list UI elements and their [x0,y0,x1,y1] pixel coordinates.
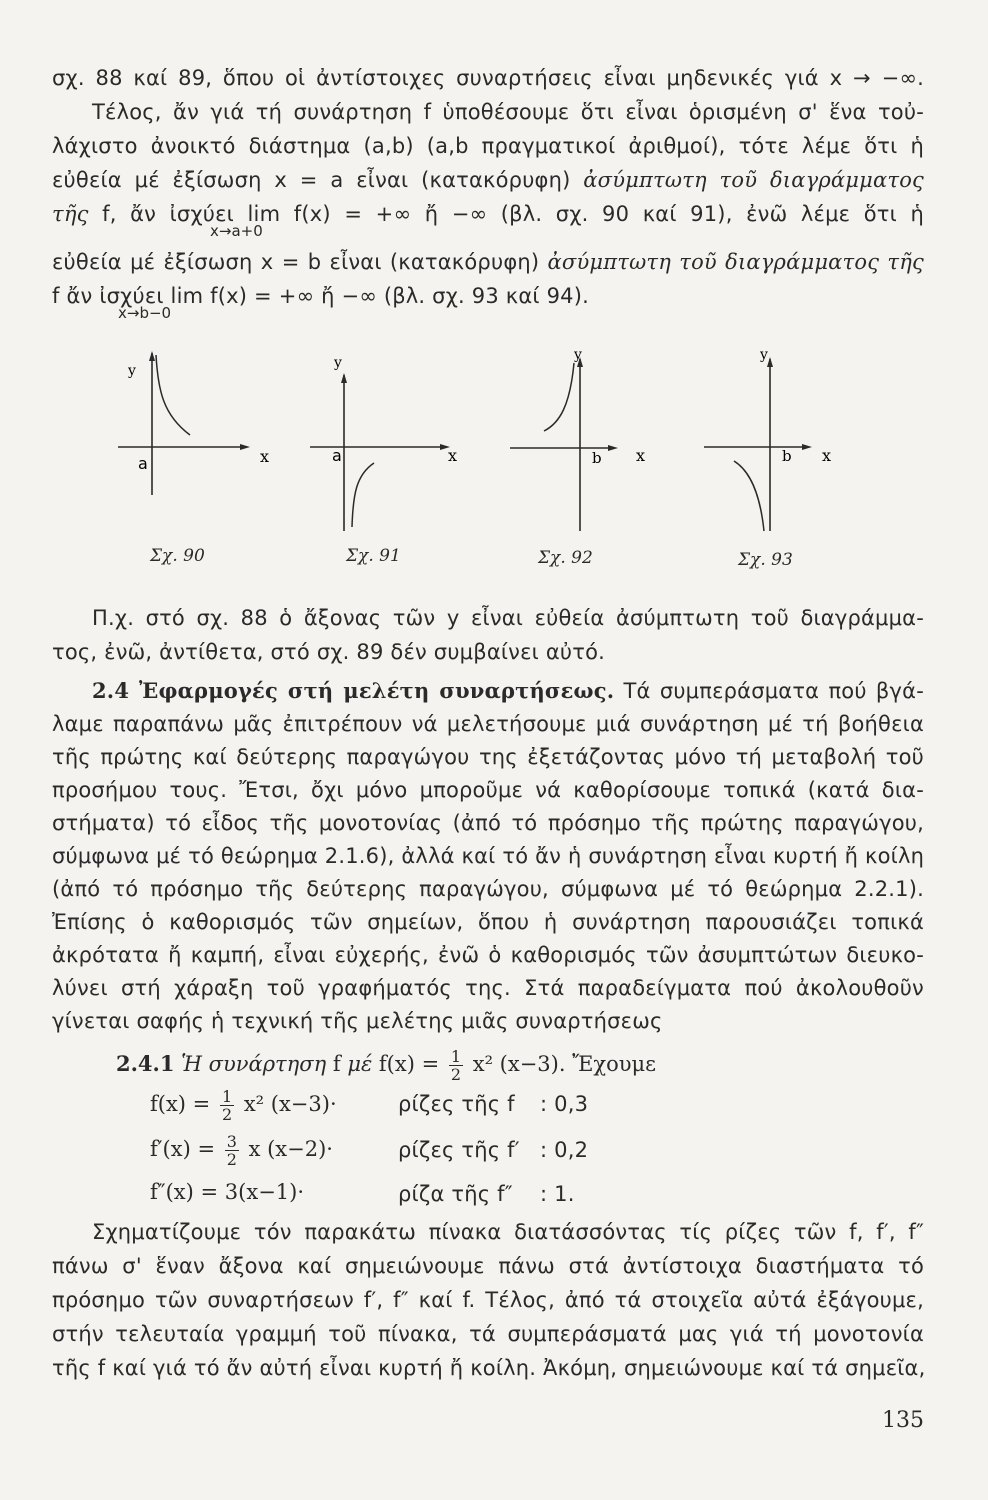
fraction-denominator: 2 [450,1065,462,1084]
fraction-numerator: 3 [226,1132,237,1151]
fraction [225,1133,239,1168]
equation-f-prime [150,1133,333,1168]
text-line: Π.χ. στό σχ. 88 ὁ ἄξονας τῶν y εἶναι εὐθεία ἀσύμπτωτη τοῦ διαγράμμα- [92,606,924,630]
figure-91-graph [308,345,488,535]
text-line [52,166,924,194]
x-label: x [448,446,458,465]
text-line: σχ. 88 καί 89, ὅπου οἱ ἀντίστοιχες συναρτήσεις εἶναι μηδενικές γιά x → −∞. [52,66,924,90]
text-span: x² (x−3). Ἔχουμε [466,1052,657,1076]
figure-90-graph [118,345,298,515]
text-line: λαμε παραπάνω μᾶς ἐπιτρέπουν νά μελετήσουμε μιά συνάρτηση μέ τή βοήθεια [52,712,924,736]
x-label: x [636,446,646,465]
text-span: f(x) = [372,1052,446,1076]
equation-rhs: x (x−2)· [241,1137,333,1161]
figure-caption: Σχ. 91 [346,546,401,566]
figure-caption: Σχ. 92 [538,548,593,568]
italic-term: ἀσύμπτωτη τοῦ διαγράμματος τῆς [547,250,924,274]
text-line: τῆς f καί γιά τό ἄν αὐτή εἶναι κυρτή ἤ κοίλη. Ἀκόμη, σημειώνουμε καί τά σημεῖα, [52,1356,926,1380]
figure-92 [510,345,690,535]
fraction-denominator: 2 [226,1150,237,1169]
text-line: (ἀπό τό πρόσημο τῆς δεύτερης παραγώγου, σύμφωνα μέ τό θεώρημα 2.2.1). [52,877,924,901]
text-line: ἀκρότατα ἤ καμπή, εἶναι εὐχερής, ἐνῶ ὁ καθορισμός τῶν ἀσυμπτώτων διευκο- [52,943,924,967]
y-axis-arrow [341,373,347,383]
x-label: x [822,446,832,465]
italic-term: τῆς [52,202,89,226]
point-label: b [782,447,792,465]
equation-lhs: f″(x) = 3(x−1)· [150,1180,305,1204]
page-number: 135 [882,1408,924,1433]
italic-term: ἀσύμπτωτη τοῦ διαγράμματος [583,168,924,192]
text-line [52,248,924,276]
text-span: f [326,1052,348,1076]
y-axis-arrow [149,351,155,361]
figure-93-graph [700,345,880,535]
figure-91 [308,345,488,535]
text-line: Τέλος, ἄν γιά τή συνάρτηση f ὑποθέσουμε ὅτι εἶναι ὁρισμένη σ' ἕνα τοὐ- [92,100,924,124]
text-line: σύμφωνα μέ τό θεώρημα 2.1.6), ἀλλά καί τό ἄν ἡ συνάρτηση εἶναι κυρτή ἤ κοίλη [52,844,925,868]
equation-lhs: f(x) = [150,1092,217,1116]
equation-lhs: f′(x) = [150,1137,222,1161]
figure-92-graph [510,345,690,535]
limit-subscript: x→a+0 [210,222,263,240]
point-label: a [138,454,148,473]
text-line: προσήμου τους. Ἔτσι, ὄχι μόνο μποροῦμε νά καθορίσουμε τοπικά (κατά δια- [52,778,924,802]
text-line: πρόσημο τῶν συναρτήσεων f′, f″ καί f. Τέλος, ἀπό τά στοιχεῖα αὐτά ἐξάγουμε, [52,1288,924,1312]
y-label: y [574,347,582,363]
text-line: Σχηματίζουμε τόν παρακάτω πίνακα διατάσσόντας τίς ρίζες τῶν f, f′, f″ [92,1220,924,1244]
text-line: τος, ἐνῶ, ἀντίθετα, στό σχ. 89 δέν συμβαίνει αὐτό. [52,640,606,664]
equation-f-double-prime [150,1178,304,1206]
italic-term: μέ [347,1052,373,1076]
roots-value: : 1. [540,1182,575,1206]
text-span: f, ἄν ἰσχύει lim f(x) = +∞ ἤ −∞ (βλ. σχ. 90 καί 91), ἐνῶ λέμε ὅτι ἡ [88,202,924,226]
roots-value: : 0,2 [540,1138,589,1162]
text-line [92,677,924,705]
figure-caption: Σχ. 93 [738,550,793,570]
roots-label: ρίζες τῆς f [398,1092,515,1116]
text-line: f ἄν ἰσχύει lim f(x) = +∞ ἤ −∞ (βλ. σχ. 93 καί 94). [52,284,589,308]
curve [734,461,764,531]
point-label: b [592,449,602,467]
curve [156,355,190,435]
y-label: y [760,347,768,363]
section-heading: 2.4 Ἐφαρμογές στή μελέτη συναρτήσεως. [92,678,615,703]
text-span: εὐθεία μέ ἐξίσωση x = a εἶναι (κατακόρυφη) [52,168,584,192]
italic-term: Ἡ συνάρτηση [181,1052,327,1076]
fraction-numerator: 1 [450,1047,462,1066]
text-line: λύνει στή χάραξη τοῦ γραφήματός της. Στά παραδείγματα πού ἀκολουθοῦν [52,976,924,1000]
text-line: στήματα) τό εἶδος τῆς μονοτονίας (ἀπό τό πρόσημο τῆς πρώτης παραγώγου, [52,811,924,835]
x-axis-arrow [240,444,250,450]
fraction [220,1088,234,1123]
x-axis-arrow [608,445,618,451]
figure-93 [700,345,880,535]
subsection-title [116,1048,656,1083]
text-line: γίνεται σαφής ἡ τεχνική τῆς μελέτης μιᾶς συναρτήσεως [52,1009,663,1033]
text-line: τῆς πρώτης καί δεύτερης παραγώγου της ἐξετάζοντας μόνο τή μεταβολή τοῦ [52,745,924,769]
fraction [449,1048,463,1083]
limit-subscript: x→b−0 [118,304,172,322]
equation-f [150,1088,337,1123]
x-label: x [260,447,270,466]
text-line: Ἐπίσης ὁ καθορισμός τῶν σημείων, ὅπου ἡ συνάρτηση παρουσιάζει τοπικά [52,910,924,934]
text-line: πάνω σ' ἕναν ἄξονα καί σημειώνουμε πάνω στά ἀντίστοιχα διαστήματα τό [52,1254,924,1278]
x-axis-arrow [802,444,812,450]
text-span: εὐθεία μέ ἐξίσωση x = b εἶναι (κατακόρυφη) [52,250,548,274]
fraction-numerator: 1 [221,1087,233,1106]
point-label: a [332,446,342,465]
curve [544,363,574,431]
equation-rhs: x² (x−3)· [237,1092,337,1116]
text-span: Τά συμπεράσματα πού βγά- [614,679,924,703]
roots-label: ρίζα τῆς f″ [398,1182,513,1206]
roots-label: ρίζες τῆς f′ [398,1138,520,1162]
curve [352,463,374,527]
figure-90 [118,345,298,515]
figure-caption: Σχ. 90 [150,546,205,566]
roots-value: : 0,3 [540,1092,589,1116]
fraction-denominator: 2 [221,1105,233,1124]
y-label: y [334,355,342,371]
text-line: λάχιστο ἀνοικτό διάστημα (a,b) (a,b πραγματικοί ἀριθμοί), τότε λέμε ὅτι ἡ [52,134,924,158]
text-line [52,200,924,228]
text-line: στήν τελευταία γραμμή τοῦ πίνακα, τά συμπεράσματά μας γιά τή μονοτονία [52,1322,924,1346]
subsection-number: 2.4.1 [116,1051,175,1076]
y-label: y [128,363,136,379]
